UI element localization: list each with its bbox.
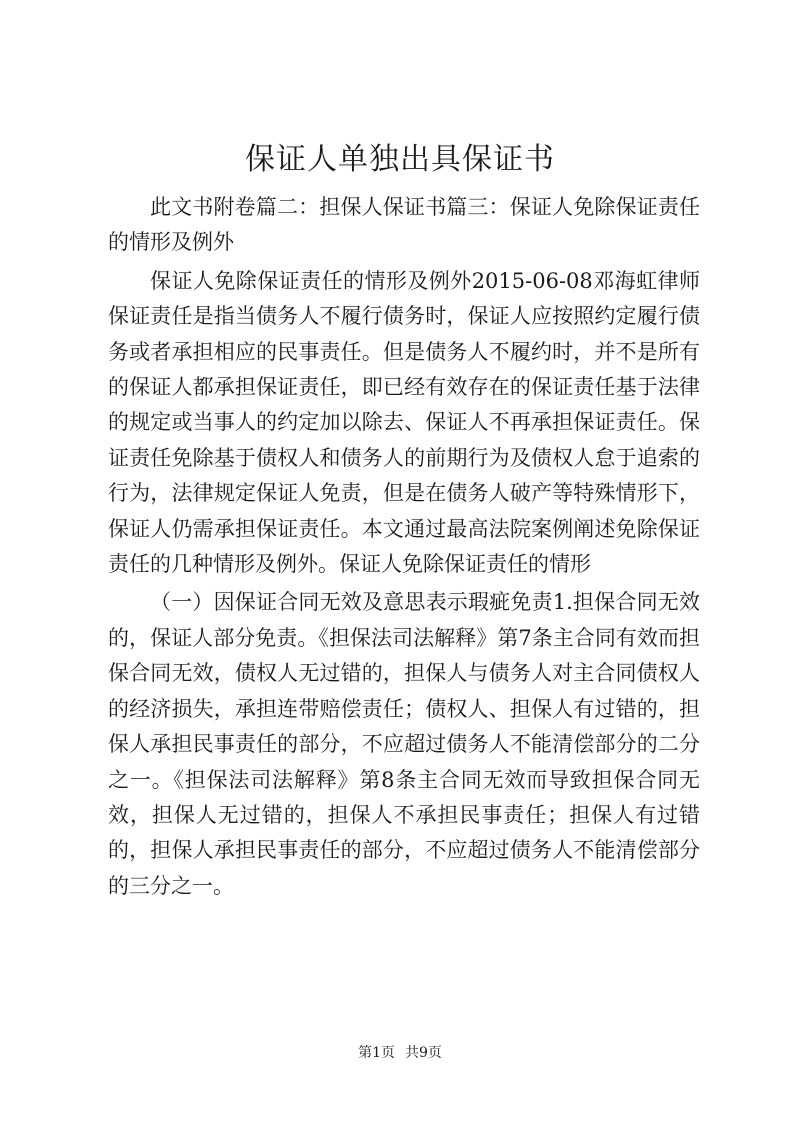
page-total: 共9页 — [405, 1045, 442, 1061]
paragraph-section-one: （一）因保证合同无效及意思表示瑕疵免责1.担保合同无效的，保证人部分免责。《担保法司法解释》第7条主合同有效而担保合同无效，债权人无过错的，担保人与债务人对主合同债权人的经济损失，承担连带赔偿责任；债权人、担保人有过错的，担保人承担民事责任的部分，不应超过债务人不能清偿部分的二分之一。《担保法司法解释》第8条主合同无效而导致担保合同无效，担保人无过错的，担保人不承担民事责任；担保人有过错的，担保人承担民事责任的部分，不应超过债务人不能清偿部分的三分之一。 — [108, 590, 700, 898]
page-number: 第1页 — [358, 1045, 395, 1061]
page-footer — [0, 1043, 800, 1063]
paragraph-main: 保证人免除保证责任的情形及例外2015-06-08邓海虹律师保证责任是指当债务人不履行债务时，保证人应按照约定履行债务或者承担相应的民事责任。但是债务人不履约时，并不是所有的保证人都承担保证责任，即已经有效存在的保证责任基于法律的规定或当事人的约定加以除去、保证人不再承担保证责任。保证责任免除基于债权人和债务人的前期行为及债权人怠于追索的行为，法律规定保证人免责，但是在债务人破产等特殊情形下，保证人仍需承担保证责任。本文通过最高法院案例阐述免除保证责任的几种情形及例外。保证人免除保证责任的情形 — [108, 268, 700, 577]
document-title: 保证人单独出具保证书 — [245, 142, 555, 177]
paragraph-intro: 此文书附卷篇二：担保人保证书篇三：保证人免除保证责任的情形及例外 — [108, 195, 700, 255]
document-body — [108, 190, 700, 904]
